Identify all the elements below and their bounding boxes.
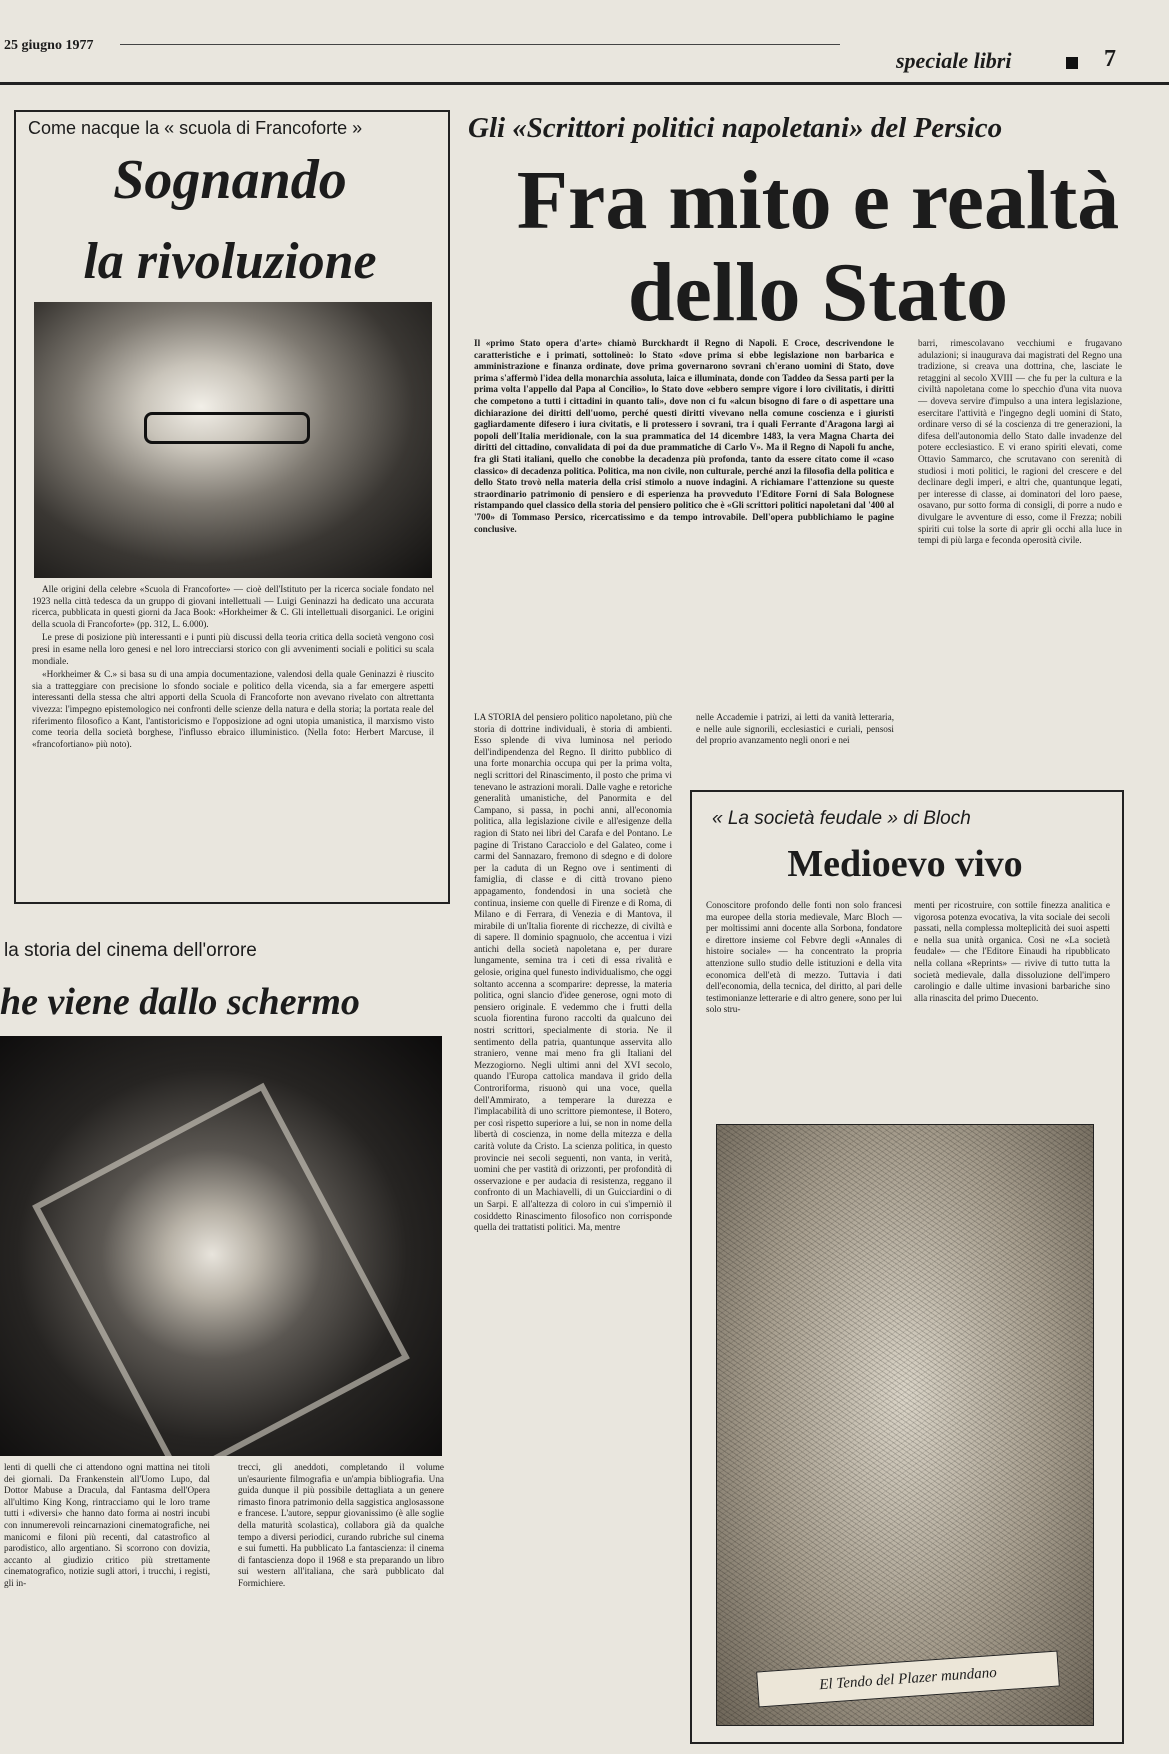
cinema-article-col-2: trecci, gli aneddoti, completando il volume un'esauriente filmografia e un'ampia bibliografia. Una guida dunque il più possibile dettagliata a un genere rimasto finora patrimonio della saggistica anglosassone e francese. L'autore, seppur giovanissimo (è alle soglie della maturità scolastica), collabora già da qualche tempo a diversi periodici, curando rubriche sul cinema e sui fumetti. Ha pubblicato La fantascienza: il cinema di fantascienza dopo il 1968 e sta preparando un libro sui western all'italiana, che sarà pubblicato dal Formichiere. (238, 1462, 444, 1588)
left-article-para-3: «Horkheimer & C.» si basa su di una ampia documentazione, valendosi della quale Geninazzi è riuscito sia a tratteggiare con precisione lo sfondo sociale e politico della vicenda, sia a far emergere aspetti interessanti della stessa che altri apporti della Scuola di Francoforte non avevano rivelato con altrettanta vivezza: l'impegno epistemologico nei confronti delle scienze della natura e della storia; la portata reale del riferimento filosofico a Kant, l'antistoricismo e l'opposizione ad ogni utopia umanistica, il marxismo visto come teoria della società borghese, l'influsso ebraico illuministico. (Nella foto: Herbert Marcuse, il «francofortiano» più noto). (32, 669, 434, 749)
bloch-article-headline: Medioevo vivo (787, 843, 1023, 885)
left-article-para-1: Alle origini della celebre «Scuola di Francoforte» — cioè dell'Istituto per la ricerca sociale fondato nel 1923 nella città tedesca da un gruppo di giovani intellettuali — Luigi Geninazzi ha dedicato una accurata ricerca, pubblicata in questi giorni da Jaca Book: «Horkheimer & C. Gli intellettuali disorganici. Le origini della scuola di Francoforte» (pp. 312, L. 6.000). (32, 584, 434, 629)
left-article-para-2: Le prese di posizione più interessanti e i punti più discussi della teoria critica della società vengono così presi in esame nella loro genesi e nel loro intrecciarsi storico con gli avvenimenti sociali e politici su scala mondiale. (32, 632, 434, 666)
main-article-intro: Il «primo Stato opera d'arte» chiamò Burckhardt il Regno di Napoli. E Croce, descrivendone le caratteristiche e i primati, sottolineò: lo Stato «dove prima si ebbe legislazione non barbarica e amministrazione e finanza ordinate, dove prima governarono sovrani ch'erano uomini di Stato, dove prima s'affermò l'idea della monarchia assoluta, laica e illuminata, donde con Taddeo da Sessa parti per la prima volta l'appello dal Papa al Concilio», lo Stato dove «ebbero sempre vigore i loro civilitatis, i diritti che competono a tutti i cittadini in quanto tali», dove non ci fu «alcun bisogno di fare o di aspettare una dichiarazione dei diritti dell'uomo, perché questi diritti vivevano nella comune coscienza e i giuristi gagliardamente difesero i iura civitatis, e li protessero i sovrani, tra i quali Ferrante d'Aragona largì ai popoli dell'Italia meridionale, con la sua prammatica del 14 dicembre 1483, la vera Magna Charta dei diritti del cittadino, convalidata di poi da due prammatiche di Carlo V». Ma il Regno di Napoli fu anche, fra gli Stati italiani, quello che conobbe la decadenza più profonda, tanto da essere citato come il «caso classico» di decadenza politica. Politica, ma non civile, non culturale, perché anzi la filosofia della politica e dello Stato trovò nella materia della crisi stimolo a nuove indagini. A richiamare l'attenzione su queste straordinario patrimonio di pensiero e di esperienza ha provveduto l'Editore Forni di Sala Bolognese ristampando quel classico della storia del pensiero politico che è «Gli scrittori politici napoletani dal '400 al '700» di Tommaso Persico, ricercatissimo e da tempo introvabile. Dell'opera pubblichiamo le pagine conclusive. (474, 338, 894, 534)
cinema-article-col-1: lenti di quelli che ci attendono ogni mattina nei titoli dei giornali. Da Frankenstein all'Uomo Lupo, dal Dottor Mabuse a Dracula, dal Fantasma dell'Opera all'ultimo King Kong, rintracciamo qui le loro trame tutti i «diversi» che hanno dato forma ai nostri incubi con innumerevoli reincarnazioni cinematografiche, nei manicomi e filoni più recenti, dal catastrofico al parodistico, allo argentiano. Si scorrono con dovizia, accanto al giudizio critico più strettamente cinematografico, notizie sugli attori, i trucchi, i registi, gli in- (4, 1462, 210, 1588)
main-article-headline-2: dello Stato (627, 246, 1009, 339)
header-date: 25 giugno 1977 (4, 38, 94, 53)
knights-engraving (716, 1124, 1094, 1726)
header-rule-left (120, 44, 840, 45)
header-section: speciale libri (896, 48, 1012, 73)
main-article-body-text: LA STORIA del pensiero politico napoletano, più che storia di dottrine individuali, è storia di ambienti. Esso splende di viva luminosa nel periodo dell'indipendenza del Regno. Il diritto pubblico di una forte monarchia occupa qui per la prima volta, negli scrittori del Rinascimento, il posto che prima vi tenevano le astrazioni morali. Dalle vaghe e retoriche generalità umanistiche, del Panormita e del Campano, si passa, in pochi anni, all'economia politica, alla legislazione civile e all'esigenze della ragion di Stato nei libri del Carafa e del Pontano. Le pagine di Tristano Caracciolo e del Galateo, come i carmi del Sannazaro, fremono di sdegno e di dolore per la caduta di un Regno ove i sentimenti di famiglia, di classe e di città trovano pieno appagamento, fondendosi in una società che continua, insieme con quelle di Firenze e di Roma, di Milano e di Ferrara, di Venezia e di Mantova, il mirabile di un'Italia fiorente di ricchezze, di civiltà e di sapere. Il dominio spagnuolo, che accentua i vizi antichi della società napoletana e, per durare lungamente, semina tra i ceti di essa rivalità e gelosie, origina quel funesto individualismo, che oggi soltanto accenna a scomparire: depresse, la materia politica, ogni slancio d'idee generose, ogni moto di pensiero originale. E vedemmo che i frutti della scuola fiorentina furono raccolti da qualcuno dei nostri scrittori, specialmente di storia. Ne il sentimento della patria, quantunque asservita allo straniero, venne mai meno fra gli Italiani del Mezzogiorno. Negli ultimi anni del XVI secolo, quando l'Europa cattolica mandava il grido della Controriforma, risuonò qui una voce, quella dell'Ammirato, a temperare la durezza e l'implacabilità di uno scrittore piemontese, il Botero, per così rispetto superiore a lui, se non in nome della libertà di coscienza, in nome della mitezza e della carità volute da Cristo. La scienza politica, in questo provincie nei secoli seguenti, non vanta, in verità, uomini che per vastità di orizzonti, per profondità di osservazione e per audacia di resistenza, reggano il confronto di un Machiavelli, di un Guicciardini o di un Sarpi. E all'altezza di coloro in cui s'imperniò il cosiddetto Rinascimento filosofico non corrisponde quella dei trattatisti politici. Ma, mentre (474, 712, 672, 1233)
main-article-body-col-2: nelle Accademie i patrizi, ai letti da vanità letteraria, e nelle aule signorili, ecclesiastici e curiali, pensosi del proprio avanzamento negli onori e nei (696, 712, 894, 746)
header-rule (0, 82, 1169, 85)
engraving-banner (756, 1651, 1060, 1708)
left-article-kicker: Come nacque la « scuola di Francoforte » (28, 118, 363, 138)
bloch-article-col-1: Conoscitore profondo delle fonti non solo francesi ma europee della storia medievale, Marc Bloch — per moltissimi anni docente alla Sorbona, fondatore e direttore insieme col Febvre degli «Annales di histoire sociale» — ha concentrato la propria attenzione sullo studio delle istituzioni e della vita economica dell'età di mezzo. Tuttavia i dati dell'economia, della tecnica, del diritto, al pari delle testimonianze letterarie e di altro genere, sono per lui solo stru- (706, 900, 902, 1015)
engraving-caption: El Tendo del Plazer mundano (818, 1664, 998, 1694)
marcuse-photo (34, 302, 432, 578)
main-article-body-col-1 (474, 712, 672, 1748)
main-article-headline-1: Fra mito e realtà (516, 154, 1120, 247)
header-page-number: 7 (1104, 46, 1116, 72)
left-article-body (32, 584, 434, 888)
left-article-headline-1: Sognando (113, 149, 347, 211)
left-article-headline-2: la rivoluzione (83, 233, 377, 290)
bloch-article-col-2: menti per ricostruire, con sottile finezza analitica e vigorosa potenza evocativa, la vita sociale dei secoli passati, nella complessa molteplicità dei suoi aspetti e nella sua unità organica. Così ne «La società feudale» — che l'Editore Einaudi ha ripubblicato nella collana «Reprints» — rivive di tutto tutta la società medievale, dalla dissoluzione dell'impero carolingio e dalle ultime invasioni barbariche sino alla rinascita del primo Duecento. (914, 900, 1110, 1003)
main-article-right-column: barri, rimescolavano vecchiumi e frugavano adulazioni; si inaugurava dai magistrati del Regno una tradizione, si creava una dottrina, che, lasciate le retaggini al secolo XVIII — che fu per la cultura e la civiltà napoletana come lo specchio d'una vita nuova — doveva servire d'impulso a una intera legislazione, esercitare l'attività e l'ingegno degli uomini di Stato, ordinare verso di sé la coscienza di tre generazioni, la difesa dell'autonomia dello Stato dalle invadenze del potere ecclesiastico. E vi erano spiriti elevati, come Ottavio Sammarco, che scrutavano con serenità di studiosi i moti politici, le ragioni del crescere e del declinare degli imperi, e altri che, quantunque legati, per interesse di classe, ai dominatori del loro paese, osavano, pur sotto forma di consigli, di porre a nudo e divulgare le avventure di esso, come il Frezza; nobili spiriti cui tolse la sorte di aprir gli occhi alla luce in tempi di più larga e feconda operosità civile. (918, 338, 1122, 546)
bloch-article-kicker: « La società feudale » di Bloch (712, 808, 971, 829)
main-article-kicker: Gli «Scrittori politici napoletani» del Persico (468, 112, 1003, 144)
dracula-photo (0, 1036, 442, 1456)
cinema-article-kicker: la storia del cinema dell'orrore (4, 940, 257, 961)
cinema-article-headline: he viene dallo schermo (0, 981, 360, 1023)
header-square-icon (1066, 57, 1078, 69)
